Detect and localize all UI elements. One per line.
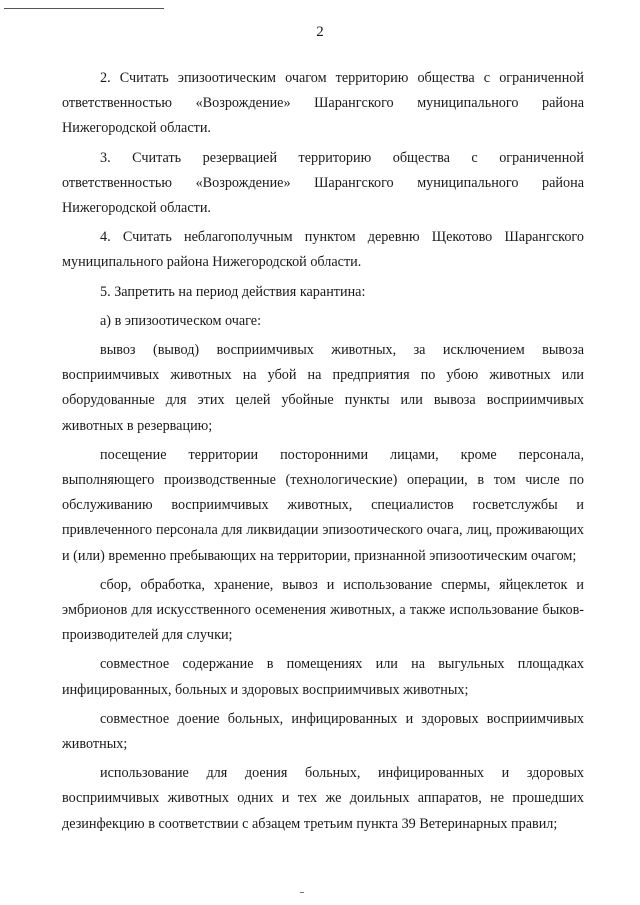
paragraph-5: 5. Запретить на период действия карантина: xyxy=(100,283,366,300)
list-item: совместное доение больных, инфицированных и здоровых восприимчивых животных; xyxy=(62,710,584,753)
paragraph-4: 4. Считать неблагополучным пунктом деревню Щекотово Шарангского муниципального района Нижегородской области. xyxy=(62,229,584,271)
document-body xyxy=(62,66,584,841)
paragraph-2: 2. Считать эпизоотическим очагом территорию общества с ограниченной ответственностью «Возрождение» Шарангского муниципального района Нижегородской области. xyxy=(62,70,584,137)
page-number: 2 xyxy=(316,24,324,40)
list-item: использование для доения больных, инфицированных и здоровых восприимчивых животных одних и тех же доильных аппаратов, не прошедших дезинфекцию в соответствии с абзацем третьим пункта 39 Ветеринарных правил; xyxy=(62,765,584,832)
list-item: посещение территории посторонними лицами, кроме персонала, выполняющего производственные (технологические) операции, в том числе по обслуживанию восприимчивых животных, специалистов госветслужбы и привлеченного персонала для ликвидации эпизоотического очага, лиц, проживающих и (или) временно пребывающих на территории, признанной эпизоотическим очагом; xyxy=(62,446,584,564)
subparagraph-a: а) в эпизоотическом очаге: xyxy=(100,312,262,329)
list-item: совместное содержание в помещениях или на выгульных площадках инфицированных, больных и здоровых восприимчивых животных; xyxy=(62,656,584,698)
scan-artifact-dot xyxy=(300,892,304,893)
scan-artifact-line xyxy=(4,8,164,9)
list-item: вывоз (вывод) восприимчивых животных, за исключением вывоза восприимчивых животных на убой на предприятия по убою животных или оборудованные для этих целей убойные пункты или вывоза восприимчивых животных в резервацию; xyxy=(62,342,584,434)
list-item: сбор, обработка, хранение, вывоз и использование спермы, яйцеклеток и эмбрионов для искусственного осеменения животных, а также использование быков-производителей для случки; xyxy=(62,576,584,644)
paragraph-3: 3. Считать резервацией территорию общества с ограниченной ответственностью «Возрождение» Шарангского муниципального района Нижегородской области. xyxy=(62,149,584,217)
